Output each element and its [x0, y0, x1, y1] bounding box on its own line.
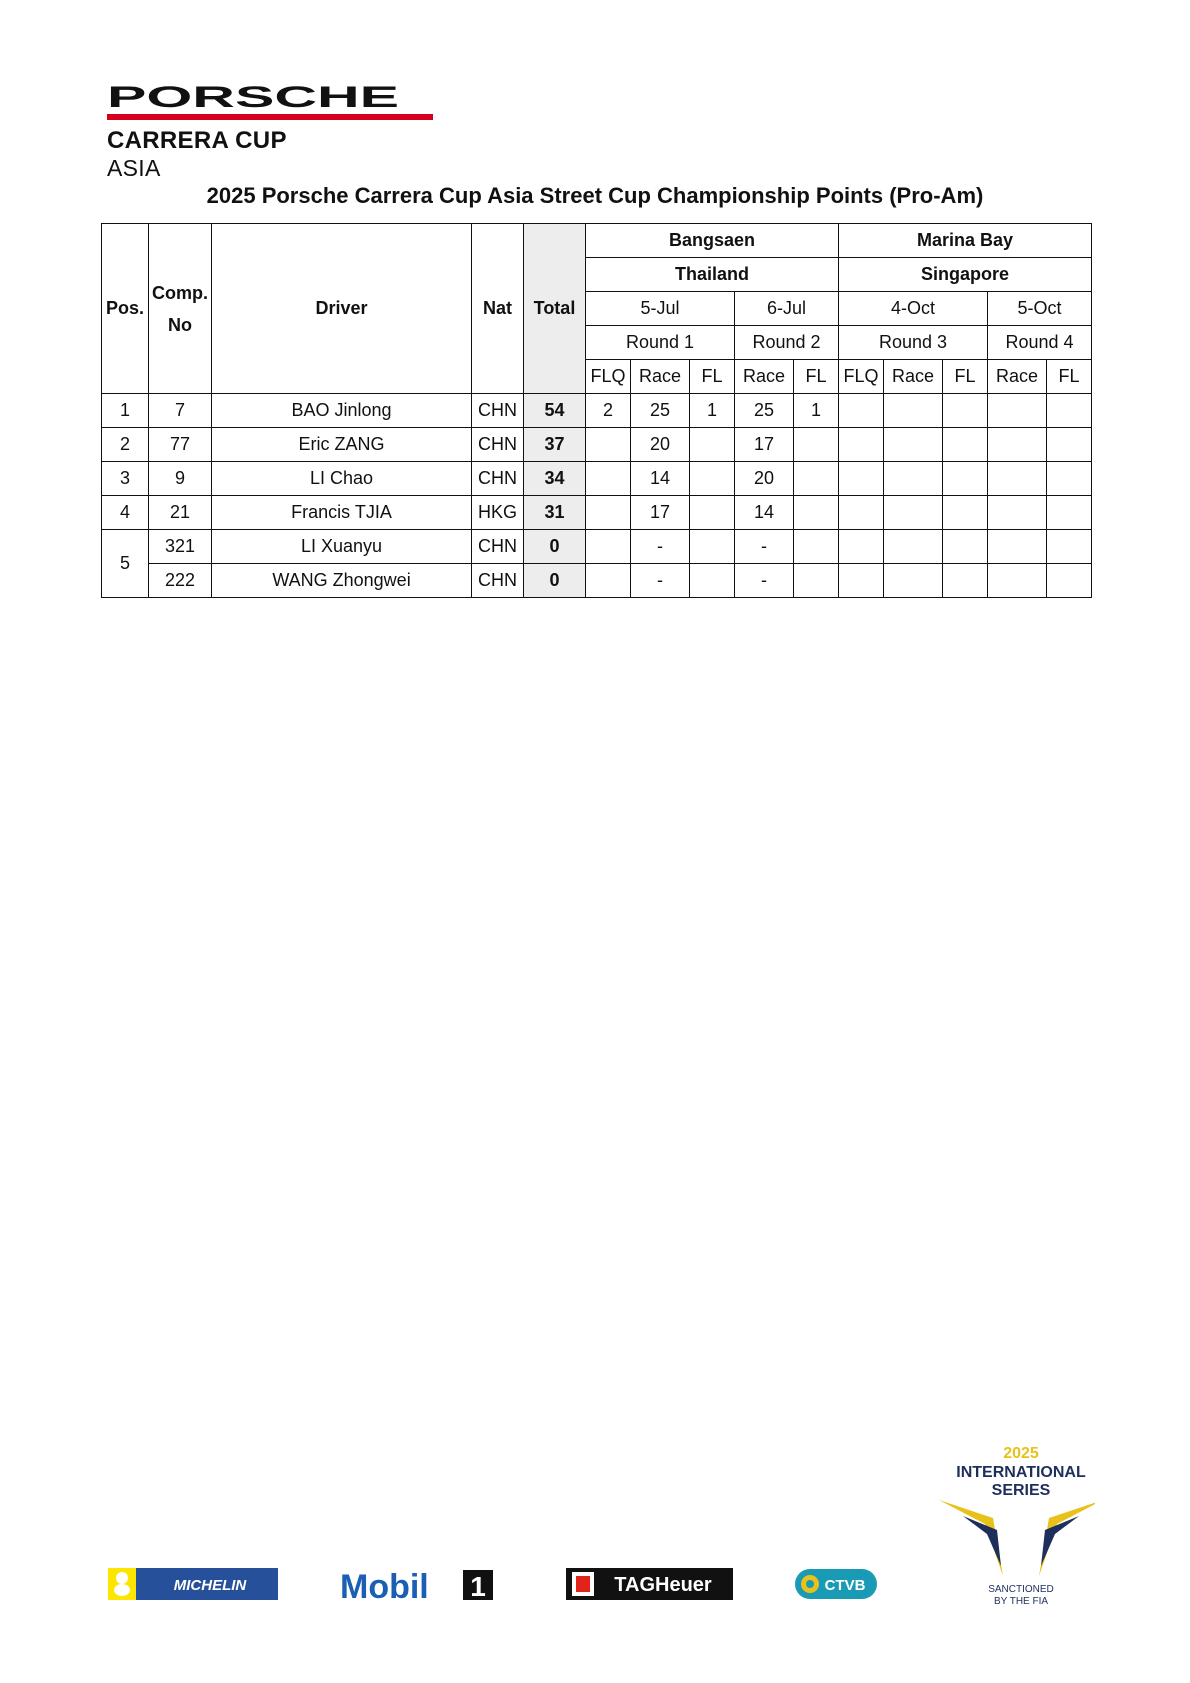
comp-no-cell: 7	[149, 394, 212, 428]
points-cell	[586, 462, 631, 496]
porsche-wordmark: PORSCHE	[107, 84, 399, 110]
comp-no-cell: 9	[149, 462, 212, 496]
points-cell	[1047, 394, 1092, 428]
table-row	[102, 462, 1092, 496]
points-cell	[943, 394, 988, 428]
points-cell	[884, 428, 943, 462]
header-nat: Nat	[472, 224, 524, 394]
points-cell	[839, 496, 884, 530]
badge-year: 2025	[1003, 1445, 1039, 1462]
col-flq: FLQ	[839, 360, 884, 394]
points-cell	[884, 564, 943, 598]
points-cell	[839, 462, 884, 496]
badge-line3: SANCTIONED	[988, 1584, 1054, 1595]
table-row	[102, 394, 1092, 428]
header-pos: Pos.	[102, 224, 149, 394]
points-cell	[1047, 496, 1092, 530]
series-name: CARRERA CUP	[107, 127, 287, 154]
total-cell: 0	[524, 564, 586, 598]
total-cell: 31	[524, 496, 586, 530]
michelin-logo	[108, 1568, 278, 1600]
points-cell: 17	[735, 428, 794, 462]
points-cell	[690, 564, 735, 598]
header-comp-no: Comp. No	[149, 224, 212, 394]
points-cell	[943, 428, 988, 462]
col-flq: FLQ	[586, 360, 631, 394]
day-date: 5-Jul	[586, 292, 735, 326]
col-race: Race	[735, 360, 794, 394]
points-cell	[839, 394, 884, 428]
points-cell	[1047, 530, 1092, 564]
points-cell	[884, 496, 943, 530]
comp-no-cell: 222	[149, 564, 212, 598]
points-cell	[943, 496, 988, 530]
tagheuer-wordmark: TAGHeuer	[614, 1574, 712, 1596]
points-cell	[794, 496, 839, 530]
points-cell: -	[631, 530, 690, 564]
nat-cell: CHN	[472, 530, 524, 564]
driver-cell: Eric ZANG	[212, 428, 472, 462]
points-cell	[586, 496, 631, 530]
day-date: 5-Oct	[988, 292, 1092, 326]
points-cell: 20	[735, 462, 794, 496]
points-cell	[839, 530, 884, 564]
event-country: Thailand	[586, 258, 839, 292]
points-cell: 1	[794, 394, 839, 428]
points-cell	[884, 394, 943, 428]
points-cell	[586, 428, 631, 462]
points-cell	[884, 530, 943, 564]
nat-cell: CHN	[472, 462, 524, 496]
event-venue: Bangsaen	[586, 224, 839, 258]
points-cell	[988, 462, 1047, 496]
points-cell	[988, 564, 1047, 598]
points-cell	[988, 428, 1047, 462]
mobil1-logo	[340, 1568, 493, 1606]
points-cell: 14	[631, 462, 690, 496]
points-cell	[586, 530, 631, 564]
comp-no-cell: 77	[149, 428, 212, 462]
points-cell	[988, 496, 1047, 530]
points-cell	[1047, 428, 1092, 462]
brand-accent-bar	[107, 114, 433, 120]
international-series-badge	[935, 1440, 1095, 1610]
points-cell: -	[631, 564, 690, 598]
points-cell: 2	[586, 394, 631, 428]
nat-cell: CHN	[472, 564, 524, 598]
pos-cell: 3	[102, 462, 149, 496]
driver-cell: WANG Zhongwei	[212, 564, 472, 598]
ctvb-logo	[795, 1569, 877, 1599]
points-cell: -	[735, 530, 794, 564]
table-row	[102, 496, 1092, 530]
points-cell	[690, 496, 735, 530]
pos-cell: 2	[102, 428, 149, 462]
points-cell	[943, 530, 988, 564]
total-cell: 0	[524, 530, 586, 564]
col-fl: FL	[943, 360, 988, 394]
points-cell	[690, 428, 735, 462]
pos-cell: 4	[102, 496, 149, 530]
pos-cell: 5	[102, 530, 149, 598]
comp-no-cell: 21	[149, 496, 212, 530]
points-cell	[884, 462, 943, 496]
nat-cell: HKG	[472, 496, 524, 530]
driver-cell: LI Xuanyu	[212, 530, 472, 564]
col-fl: FL	[794, 360, 839, 394]
points-cell	[794, 564, 839, 598]
header-driver: Driver	[212, 224, 472, 394]
points-cell: 20	[631, 428, 690, 462]
col-fl: FL	[690, 360, 735, 394]
points-cell	[690, 530, 735, 564]
points-cell	[794, 428, 839, 462]
points-cell: 1	[690, 394, 735, 428]
badge-line2: SERIES	[991, 1482, 1051, 1499]
points-cell	[794, 530, 839, 564]
driver-cell: Francis TJIA	[212, 496, 472, 530]
col-race: Race	[884, 360, 943, 394]
nat-cell: CHN	[472, 428, 524, 462]
table-row	[102, 564, 1092, 598]
round-label: Round 1	[586, 326, 735, 360]
total-cell: 54	[524, 394, 586, 428]
points-cell: 14	[735, 496, 794, 530]
michelin-wordmark: MICHELIN	[173, 1577, 247, 1594]
points-cell	[988, 394, 1047, 428]
points-cell	[1047, 462, 1092, 496]
event-country: Singapore	[839, 258, 1092, 292]
badge-chevron-emblem	[939, 1500, 1095, 1576]
mobil-wordmark: Mobil	[340, 1568, 429, 1606]
col-race: Race	[988, 360, 1047, 394]
badge-line1: INTERNATIONAL	[956, 1464, 1086, 1481]
round-label: Round 3	[839, 326, 988, 360]
round-label: Round 4	[988, 326, 1092, 360]
ctvb-wordmark: CTVB	[824, 1577, 866, 1594]
day-date: 4-Oct	[839, 292, 988, 326]
comp-no-cell: 321	[149, 530, 212, 564]
points-cell	[943, 564, 988, 598]
points-cell: 25	[735, 394, 794, 428]
points-cell: -	[735, 564, 794, 598]
badge-line4: BY THE FIA	[993, 1596, 1049, 1607]
pos-cell: 1	[102, 394, 149, 428]
mobil-one: 1	[470, 1571, 486, 1602]
points-cell	[586, 564, 631, 598]
total-cell: 34	[524, 462, 586, 496]
day-date: 6-Jul	[735, 292, 839, 326]
event-venue: Marina Bay	[839, 224, 1092, 258]
points-cell	[794, 462, 839, 496]
document-title: 2025 Porsche Carrera Cup Asia Street Cup Championship Points (Pro-Am)	[206, 183, 984, 208]
series-region: ASIA	[107, 155, 161, 181]
points-cell	[1047, 564, 1092, 598]
points-cell: 17	[631, 496, 690, 530]
total-cell: 37	[524, 428, 586, 462]
nat-cell: CHN	[472, 394, 524, 428]
points-cell	[988, 530, 1047, 564]
championship-standings-table	[101, 223, 1092, 598]
table-row	[102, 530, 1092, 564]
header-total: Total	[524, 224, 586, 394]
porsche-logo	[107, 84, 399, 110]
round-label: Round 2	[735, 326, 839, 360]
points-cell: 25	[631, 394, 690, 428]
col-fl: FL	[1047, 360, 1092, 394]
points-cell	[839, 428, 884, 462]
points-cell	[839, 564, 884, 598]
points-cell	[690, 462, 735, 496]
table-row	[102, 428, 1092, 462]
tagheuer-logo	[566, 1568, 733, 1600]
col-race: Race	[631, 360, 690, 394]
points-cell	[943, 462, 988, 496]
driver-cell: LI Chao	[212, 462, 472, 496]
driver-cell: BAO Jinlong	[212, 394, 472, 428]
standings-body	[102, 394, 1092, 598]
